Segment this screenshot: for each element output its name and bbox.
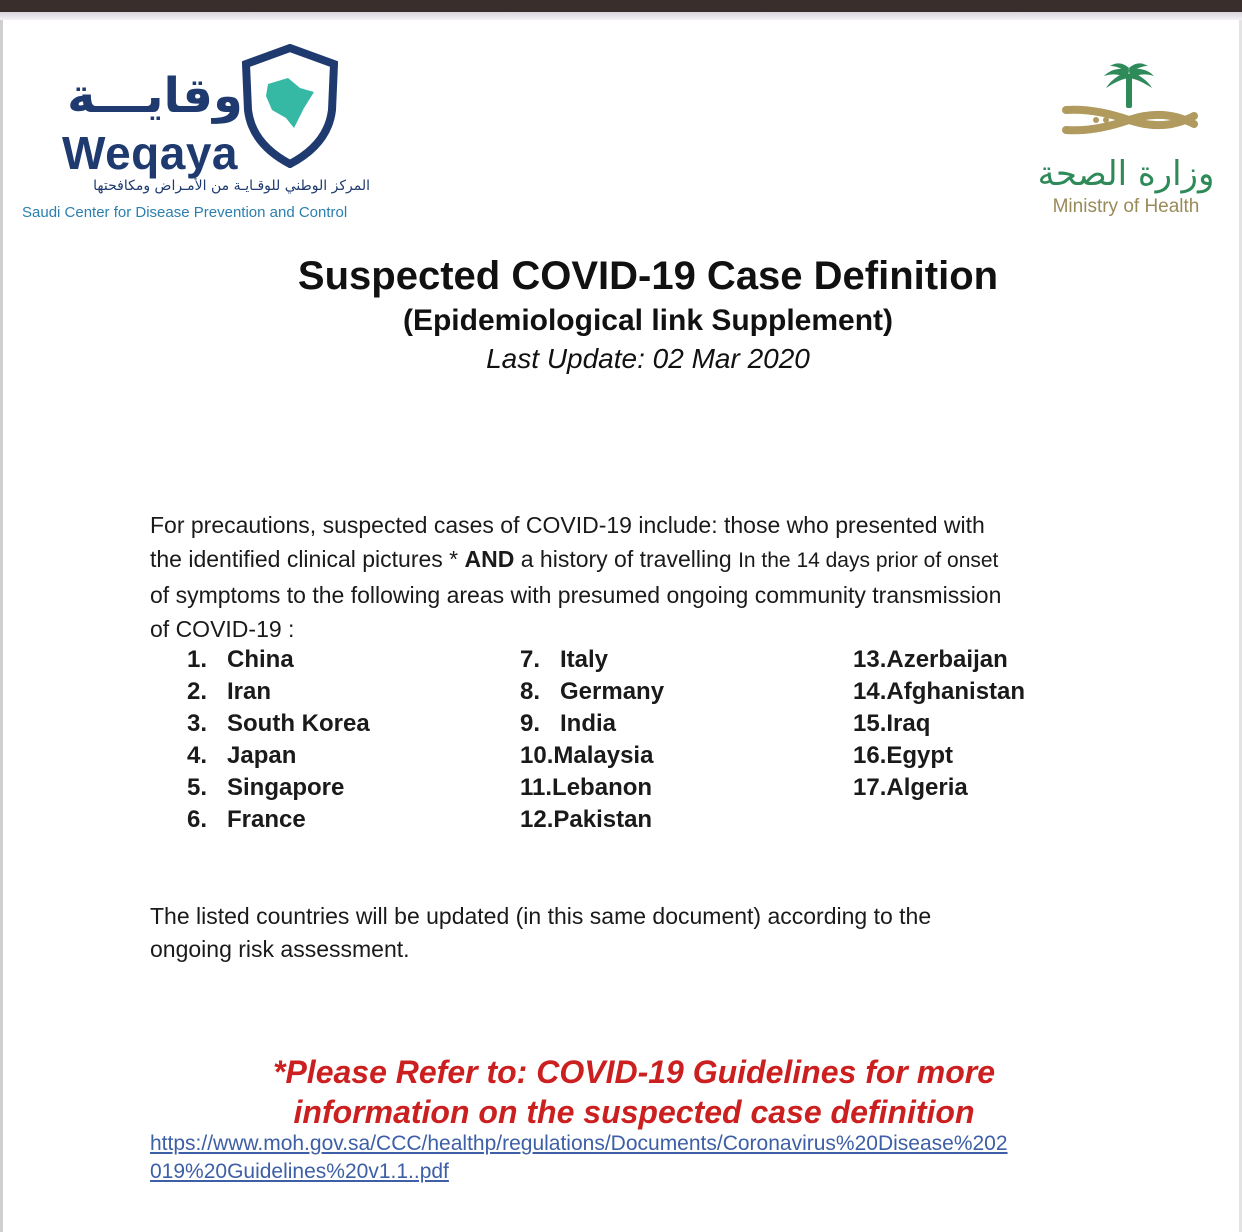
list-number: 11.	[520, 774, 553, 801]
country-name: India	[560, 710, 617, 737]
country-name: Italy	[560, 646, 609, 673]
intro-paragraph	[150, 508, 1110, 646]
refer-line: *Please Refer to: COVID-19 Guidelines for more	[273, 1054, 995, 1090]
list-number: 8.	[520, 678, 541, 705]
refer-line: information on the suspected case definition	[293, 1094, 975, 1130]
country-name: Japan	[227, 742, 297, 769]
country-name: Afghanistan	[886, 678, 1026, 705]
list-number: 15.	[853, 710, 887, 737]
intro-text: a history of travelling	[514, 546, 739, 572]
list-number: 7.	[520, 646, 541, 673]
list-number: 4.	[187, 742, 208, 769]
country-name: Pakistan	[553, 806, 653, 833]
intro-small-text: In the 14 days prior of onset	[738, 549, 999, 572]
note-line: ongoing risk assessment.	[150, 936, 410, 962]
weqaya-english-subtitle: Saudi Center for Disease Prevention and Control	[22, 204, 348, 221]
country-name: Germany	[560, 678, 665, 705]
list-item	[853, 740, 1025, 772]
country-name: Algeria	[886, 774, 968, 801]
intro-line: of COVID-19 :	[150, 616, 295, 642]
moh-logo	[1026, 62, 1236, 232]
country-list-column-2	[520, 644, 664, 836]
intro-text: the identified clinical pictures *	[150, 546, 465, 572]
list-number: 2.	[187, 678, 208, 705]
country-name: Azerbaijan	[886, 646, 1008, 673]
list-number: 12.	[520, 806, 554, 833]
list-number: 13.	[853, 646, 887, 673]
moh-arabic-name: وزارة الصحة	[1037, 154, 1215, 194]
country-list-column-3	[853, 644, 1025, 804]
country-name: Lebanon	[552, 774, 653, 801]
list-number: 14.	[853, 678, 887, 705]
list-item	[853, 772, 1025, 804]
country-name: Singapore	[227, 774, 345, 801]
guidelines-link[interactable]	[150, 1130, 1130, 1186]
list-item	[520, 676, 664, 708]
top-border-bar	[0, 0, 1242, 12]
note-line: The listed countries will be updated (in this same document) according to the	[150, 903, 932, 929]
country-name: Iraq	[886, 710, 931, 737]
list-number: 1.	[187, 646, 208, 673]
list-number: 17.	[853, 774, 887, 801]
refer-notice	[0, 1052, 1242, 1132]
last-update: Last Update: 02 Mar 2020	[486, 343, 810, 374]
list-item	[520, 644, 664, 676]
country-name: Malaysia	[553, 742, 654, 769]
list-item	[187, 676, 370, 708]
weqaya-logo	[20, 40, 390, 230]
left-edge	[0, 20, 3, 1232]
list-item	[520, 740, 664, 772]
update-note	[150, 900, 1110, 966]
shield-icon	[242, 44, 338, 168]
country-name: China	[227, 646, 294, 673]
list-item	[187, 740, 370, 772]
list-item	[187, 644, 370, 676]
list-number: 16.	[853, 742, 887, 769]
list-item	[520, 804, 664, 836]
list-number: 10.	[520, 742, 554, 769]
country-name: Egypt	[886, 742, 954, 769]
list-number: 5.	[187, 774, 208, 801]
list-item	[520, 708, 664, 740]
list-item	[187, 708, 370, 740]
country-list-column-1	[187, 644, 370, 836]
list-number: 9.	[520, 710, 541, 737]
list-item	[187, 804, 370, 836]
page-subtitle: (Epidemiological link Supplement)	[402, 304, 894, 337]
list-number: 6.	[187, 806, 208, 833]
list-item	[187, 772, 370, 804]
list-item	[853, 644, 1025, 676]
intro-line: For precautions, suspected cases of COVID-19 include: those who presented with	[150, 512, 985, 538]
list-item	[853, 676, 1025, 708]
top-border-shade	[0, 12, 1242, 20]
palm-swords-emblem-icon	[1054, 62, 1204, 152]
page-title: Suspected COVID-19 Case Definition	[297, 254, 999, 298]
intro-line	[150, 542, 1110, 578]
weqaya-arabic-subtitle: المركز الوطني للوقـايـة من الأمـراض ومكافحتها	[93, 178, 370, 194]
list-item	[853, 708, 1025, 740]
moh-english-name: Ministry of Health	[1052, 196, 1200, 217]
weqaya-arabic-name: وقايـــة	[67, 68, 243, 124]
country-name: France	[227, 806, 306, 833]
link-line[interactable]: 019%20Guidelines%20v1.1..pdf	[150, 1160, 449, 1183]
country-name: South Korea	[227, 710, 370, 737]
intro-line: of symptoms to the following areas with presumed ongoing community transmission	[150, 582, 1002, 608]
list-item	[520, 772, 664, 804]
intro-bold-and: AND	[464, 546, 515, 572]
country-name: Iran	[227, 678, 272, 705]
list-number: 3.	[187, 710, 208, 737]
link-line[interactable]: https://www.moh.gov.sa/CCC/healthp/regulations/Documents/Coronavirus%20Disease%202	[150, 1132, 1008, 1155]
weqaya-english-name: Weqaya	[62, 127, 239, 179]
